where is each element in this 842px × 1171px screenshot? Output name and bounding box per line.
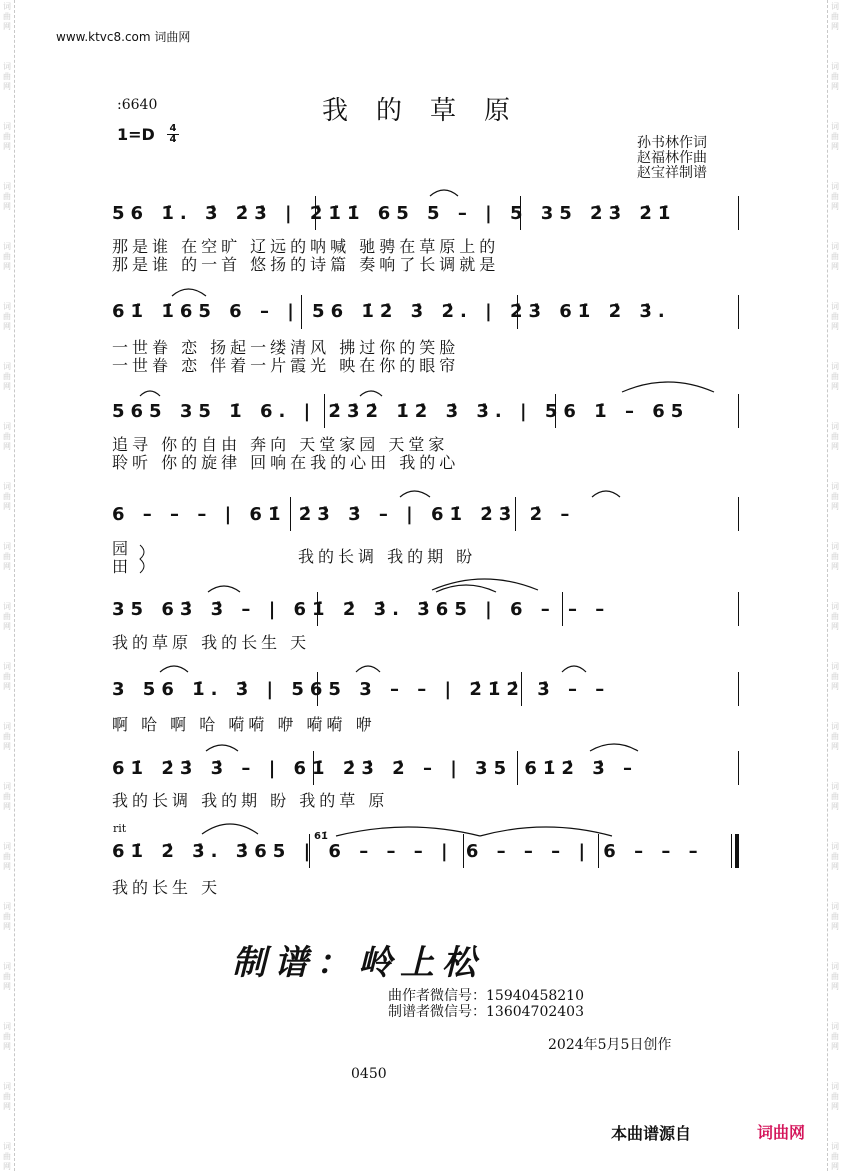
creation-date: 2024年5月5日创作 <box>548 1037 672 1053</box>
score-line-3-notes: 565 35 1̇ 6. | 2̇3̇2̇ 1̇2̇ 3̇ 3̇. | 56 1̇ – 65 <box>112 401 690 422</box>
ritardando-mark: rit <box>113 822 127 835</box>
watermark-text: 词曲网 <box>831 902 839 931</box>
watermark-text: 词曲网 <box>3 842 11 871</box>
site-url: www.ktvc8.com 词曲网 <box>56 30 191 44</box>
watermark-text: 词曲网 <box>831 842 839 871</box>
watermark-text: 词曲网 <box>831 182 839 211</box>
score-line-6-lyrics: 啊 哈 啊 哈 嗬嗬 咿 嗬嗬 咿 <box>112 715 376 734</box>
composer-wechat: 曲作者微信号：15940458210 <box>388 988 584 1004</box>
watermark-text: 词曲网 <box>831 362 839 391</box>
lyric-verse-2: 田 <box>112 557 133 576</box>
score-line-4-lyrics: 我的长调 我的期 盼 <box>298 547 477 566</box>
score-line-5-lyrics: 我的草原 我的长生 天 <box>112 633 311 652</box>
slur <box>562 666 586 672</box>
score-line-1-notes: 56 1̇. 3̇ 2̇3̇ | 2̇1̇1̇ 65 5 – | 5 35 2̇3̇ 2̇1̇ <box>112 203 677 224</box>
watermark-text: 词曲网 <box>831 1082 839 1111</box>
slur <box>360 391 382 396</box>
watermark-text: 词曲网 <box>3 482 11 511</box>
watermark-text: 词曲网 <box>831 962 839 991</box>
slur <box>622 382 714 392</box>
watermark-text: 词曲网 <box>3 1082 11 1111</box>
watermark-text: 词曲网 <box>831 62 839 91</box>
source-label: 本曲谱源自 <box>611 1124 692 1143</box>
score-line-2-notes: 61̇ 1̇65 6 – | 56 1̇2̇ 3̇ 2̇. | 2̇3̇ 61̇ 2̇ 3̇. <box>112 301 671 322</box>
watermark-text: 词曲网 <box>3 242 11 271</box>
engraver-credit: 赵宝祥制谱 <box>637 165 707 181</box>
lyric-verse-1: 园 <box>112 539 133 558</box>
score-code: :6640 <box>117 97 158 113</box>
watermark-text: 词曲网 <box>831 782 839 811</box>
lyric-verse-1: 追寻 你的自由 奔向 天堂家园 天堂家 <box>112 435 449 454</box>
slur <box>160 666 188 672</box>
watermark-text: 词曲网 <box>831 1022 839 1051</box>
slur <box>592 491 620 497</box>
watermark-text: 词曲网 <box>831 482 839 511</box>
source-brand-link[interactable]: 词曲网 <box>757 1123 806 1142</box>
grace-notes: 61̇ <box>314 831 328 842</box>
page-number: 0450 <box>351 1066 387 1082</box>
composer-credit: 赵福林作曲 <box>637 150 707 166</box>
engraver-signature: 制谱：岭上松 <box>232 943 484 983</box>
score-line-4-notes: 6 – – – | 61̇ 2̇3̇ 3̇ – | 61̇ 2̇3̇ 2̇ – <box>112 504 576 525</box>
lyric-bracket <box>140 545 144 573</box>
watermark-text: 词曲网 <box>3 602 11 631</box>
slur <box>206 745 238 751</box>
watermark-text: 词曲网 <box>3 62 11 91</box>
slur <box>436 585 496 592</box>
lyric-verse-2: 那是谁 的一首 悠扬的诗篇 奏响了长调就是 <box>112 255 500 274</box>
slur <box>140 391 160 396</box>
slur <box>356 666 380 672</box>
song-title: 我的草原 <box>322 96 539 126</box>
score-line-8-lyrics: 我的长生 天 <box>112 878 222 897</box>
watermark-text: 词曲网 <box>831 422 839 451</box>
slur <box>202 824 258 834</box>
score-line-8-notes: 61̇ 2̇ 3̇. 3̇65 | 6 – – – | 6 – – – | 6 – – – <box>112 841 704 862</box>
meter-top: 4 <box>169 123 177 134</box>
meter-bottom: 4 <box>169 134 177 145</box>
tie <box>480 827 612 836</box>
watermark-text: 词曲网 <box>3 782 11 811</box>
score-line-7-lyrics: 我的长调 我的期 盼 我的草 原 <box>112 791 389 810</box>
watermark-text: 词曲网 <box>3 302 11 331</box>
watermark-text: 词曲网 <box>3 182 11 211</box>
slur <box>172 289 206 296</box>
watermark-text: 词曲网 <box>3 722 11 751</box>
slur <box>430 190 458 196</box>
watermark-text: 词曲网 <box>3 1022 11 1051</box>
watermark-text: 词曲网 <box>3 2 11 31</box>
engraver-wechat: 制谱者微信号：13604702403 <box>388 1004 584 1020</box>
watermark-text: 词曲网 <box>3 362 11 391</box>
tie <box>336 827 480 836</box>
wechat-contacts <box>388 988 584 1020</box>
watermark-text: 词曲网 <box>3 962 11 991</box>
score-line-6-notes: 3 56 1̇. 3̇ | 565 3 – – | 2̇1̇2̇ 3̇ – – <box>112 679 611 700</box>
watermark-text: 词曲网 <box>831 122 839 151</box>
watermark-text: 词曲网 <box>831 242 839 271</box>
watermark-text: 词曲网 <box>831 662 839 691</box>
score-line-5-notes: 35 63̇ 3̇ – | 61̇ 2̇ 3̇. 3̇65 | 6 – – – <box>112 599 611 620</box>
watermark-text: 词曲网 <box>3 662 11 691</box>
lyric-verse-2: 一世眷 恋 伴着一片霞光 映在你的眼帘 <box>112 356 460 375</box>
watermark-text: 词曲网 <box>831 722 839 751</box>
slur <box>590 744 638 751</box>
lyricist-credit: 孙书林作词 <box>637 135 707 151</box>
slur <box>208 586 240 592</box>
watermark-text: 词曲网 <box>831 302 839 331</box>
watermark-text: 词曲网 <box>831 542 839 571</box>
score-line-7-notes: 61̇ 2̇3̇ 3̇ – | 61̇ 2̇3̇ 2̇ – | 35 61̇2̇ 3̇ – <box>112 758 639 779</box>
key-signature: 1=D <box>117 125 155 144</box>
slur <box>400 491 430 497</box>
watermark-text: 词曲网 <box>3 902 11 931</box>
watermark-text: 词曲网 <box>831 602 839 631</box>
watermark-text: 词曲网 <box>3 122 11 151</box>
lyric-verse-1: 那是谁 在空旷 辽远的呐喊 驰骋在草原上的 <box>112 237 500 256</box>
lyric-verse-1: 一世眷 恋 扬起一缕清风 拂过你的笑脸 <box>112 338 460 357</box>
watermark-text: 词曲网 <box>831 1142 839 1171</box>
watermark-text: 词曲网 <box>3 1142 11 1171</box>
watermark-text: 词曲网 <box>831 2 839 31</box>
lyric-verse-2: 聆听 你的旋律 回响在我的心田 我的心 <box>112 453 460 472</box>
watermark-text: 词曲网 <box>3 542 11 571</box>
watermark-text: 词曲网 <box>3 422 11 451</box>
